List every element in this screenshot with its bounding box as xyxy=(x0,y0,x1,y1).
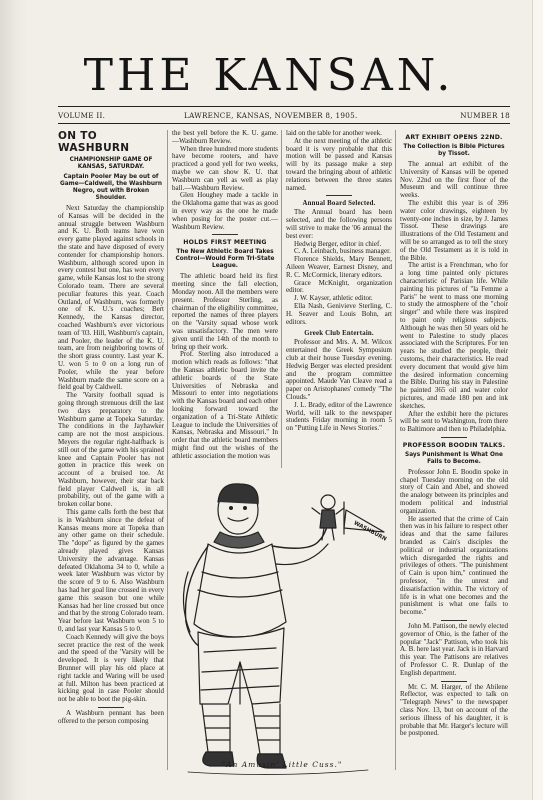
article-paragraph: Prof. Sterling also introduced a motion which reads as follows: "that the Kansas athletic board invite the athletic boards of the State Universities of Nebraska and Missouri to enter into negotiations with the Kansas board and each other looking forward toward the organization of a Tri-State Athletic League to include the Universities of Kansas, Nebraska and Missouri." In order that the athletic board members might find out the wishes of the athletic association the motion was xyxy=(172,350,278,460)
folio-line xyxy=(58,110,510,122)
subheadline: CHAMPIONSHIP GAME OF KANSAS, SATURDAY. xyxy=(69,157,153,170)
article-paragraph: Next Saturday the championship of Kansas will be decided in the annual struggle between Washburn and K. U. Both teams have won every game played against schools in the state and have disposed of every contender for championship honors. Washburn, although scored upon in every contest but one, has won every game, while Kansas lost to the strong Colorado team. There are several peculiar features this year. Coach Outland, of Washburn, was formerly one of K. U.'s coaches; Bert Kennedy, the Kansas director, coached Washburn's ever victorious team of '03. Hill, Washburn's captain, and Pooler, the leader of the K. U. team, are from neighboring towns of the short grass country. Last year K. U. won 5 to 0 on a long run of Pooler, while the year before Washburn made the same score on a field goal by Caldwell. xyxy=(58,204,164,392)
section-heading: Annual Board Selected. xyxy=(302,200,376,208)
section-subheading: The New Athletic Board Takes Control—Would Form Tri-State League. xyxy=(175,249,275,270)
subheadline-detail: Captain Pooler May be out of Game—Caldwell, the Washburn Negro, out with Broken Shoulder. xyxy=(59,174,162,201)
article-paragraph: After the exhibit here the pictures will be sent to Washington, from there to Baltimore and then to Philadelphia. xyxy=(400,409,508,434)
article-paragraph: At the next meeting of the athletic board it is very probable that this motion will be passed and Kansas will by its passage make a step toward the bringing about of athletic relations between the three states named. xyxy=(286,136,392,192)
article-separator xyxy=(441,437,467,438)
article-paragraph: Glen Houghey made a tackle in the Oklahoma game that was as good in every way as the one he made when posing for the poster cut.—Washburn Review. xyxy=(172,191,278,231)
page-edge xyxy=(532,0,543,800)
article-paragraph: The annual art exhibit of the University of Kansas will be opened Nov. 22nd on the first floor of the Museum and will continue three weeks. xyxy=(400,160,508,200)
article-paragraph: Ella Nash, Genivieve Sterling, C. H. Seaver and Louis Bohn, art editors. xyxy=(286,301,392,326)
article-paragraph: A Washburn pennant has been offered to the person composing xyxy=(58,709,164,725)
column-3 xyxy=(286,130,392,470)
article-paragraph: John M. Pattison, the newly elected governor of Ohio, is the father of the popular "Jack" Pattison, who took his A. B. here last year. Jack is in Harvard this year. The Pattisons are relatives of Professor C. R. Dunlap of the English department. xyxy=(400,622,508,677)
column-rule xyxy=(281,130,282,468)
binding-shadow xyxy=(0,0,28,800)
pennant-label: WASHBURN xyxy=(352,520,388,543)
article-paragraph: The Annual board has been selected, and the following persons will strive to make the '06 annual the best ever: xyxy=(286,208,392,240)
article-paragraph: The exhibit this year is of 396 water color drawings, eighteen by twenty-one inches in size, by J. James Tissot. These drawings are illustrations of the Old Testament and will be so arranged as to tell the story of the Old Testament as it is told in the Bible. xyxy=(400,198,508,262)
article-separator xyxy=(212,234,238,235)
column-4 xyxy=(400,130,508,792)
article-paragraph: The artist is a Frenchman, who for a long time painted only pictures characteristic of Parisian life. While painting his pictures of "la Femme a Paris" he went to mass one morning to study the atmosphere of the "choir singer" and while there was inspired to paint only religious subjects. Although he was then 50 years old he went to Palestine to study places associated with the Scriptures. For ten years he studied the people, their customs, their characteristics. He read every document that would give him the desired information concerning the Bible. During his stay in Palestine he painted 365 oil and water color pictures, and made 180 pen and ink sketches. xyxy=(400,261,508,410)
cartoon-caption: "An Amusin' Little Cuss." xyxy=(221,760,343,769)
article-paragraph: C. A. Leinbach, business manager. xyxy=(294,247,391,256)
article-paragraph: laid on the table for another week. xyxy=(286,130,382,137)
article-paragraph: Grace McKnight, organization editor. xyxy=(286,278,392,295)
headline: ON TO WASHBURN xyxy=(58,130,130,154)
section-subheading: Says Punishment Is What One Fails to Become. xyxy=(405,451,503,465)
article-paragraph: Professor John E. Boodin spoke in chapel Tuesday morning on the old story of Cain and Abel, and showed the analogy between its principles and modern political and industrial organization. xyxy=(400,467,508,515)
masthead-rule xyxy=(58,106,510,107)
article-paragraph: When three hundred more students have become rooters, and have practiced a good yell for two weeks, maybe we can show K. U. that Washburn can yell as well as play ball.—Washburn Review. xyxy=(172,144,278,192)
article-paragraph: J. L. Brady, editor of the Lawrence World, will talk to the newspaper students Friday morning in room 5 on "Putting Life in News Stories." xyxy=(286,400,392,433)
dateline: LAWRENCE, KANSAS, NOVEMBER 8, 1905. xyxy=(184,111,358,120)
masthead: THE KANSAN. xyxy=(83,50,455,101)
article-paragraph: Coach Kennedy will give the boys secret practice the rest of the week and the speed of the 'Varsity will be developed. It is very likely that Brunner will play his old place at right tackle and Waring will be used at full. Milton has been practiced at kicking goal in case Pooler should not be able to boot the pig-skin. xyxy=(58,632,164,704)
column-1 xyxy=(58,130,164,792)
folio-rule xyxy=(58,123,510,124)
article-separator xyxy=(441,620,467,621)
article-separator xyxy=(326,195,352,196)
article-paragraph: J. W. Kayser, athletic editor. xyxy=(294,294,373,303)
column-2 xyxy=(172,130,278,470)
article-paragraph: He asserted that the crime of Cain then was in his failure to respect other ideas and that the same failures branded as Cain's disciples the political or industrial organizations which disregarded the rights and privileges of others. "The punishment of Cain is upon him," continued the professor, "in the unrest and dissatisfaction within. The victory of life is in what one becomes and the punishment is what one fails to become." xyxy=(400,514,508,617)
article-paragraph: The athletic board held its first meeting since the fall election, Monday noon. All the members were present. Professor Sterling, as chairman of the eligibility committee, reported the names of three players on the 'Varsity squad whose work was unsatisfactory. The men were given until the 14th of the month to bring up their work. xyxy=(172,272,278,351)
volume-label: VOLUME II. xyxy=(58,111,106,120)
section-heading: ART EXHIBIT OPENS 22ND. xyxy=(405,134,503,141)
section-heading: HOLDS FIRST MEETING xyxy=(183,239,267,247)
article-paragraph: Florence Shields, Mary Bennett, Aileen Weaver, Earnest Disney, and R. C. McCormick, literary editors. xyxy=(286,255,392,279)
article-paragraph: The 'Varsity football squad is going through strenuous drill the last two days preparatory to the Washburn game at Topeka Saturday. The conditions in the Jayhawker camp are not the most auspicious. Meyers the regular right-halfback is still out of the game with his sprained knee and Captain Pooler has not gotten in practice this week on account of a bruised toe. At Washburn, however, their star back field player Caldwell is, in all probability, out of the game with a broken collar bone. xyxy=(58,391,164,509)
article-paragraph: Professor and Mrs. A. M. Wilcox entertained the Greek Symposium club at their house Tuesday evening. Hedwig Berger was elected president and the program committee appointed. Maude Van Cleave read a paper on Aristophanes' comedy "The Clouds." xyxy=(286,338,392,401)
issue-number: NUMBER 18 xyxy=(460,111,510,120)
article-separator xyxy=(441,681,467,682)
article-paragraph: Hedwig Berger, editor in chief. xyxy=(294,239,382,248)
article-paragraph: This game calls forth the best that is in Washburn since the defeat of Kansas means more at Topeka than any other game on their schedule. The "dope" as figured by the games already played gives Kansas University the advantage. Kansas defeated Oklahoma 34 to 0, while a week later Washburn was victor by the score of 9 to 6. Also Washburn has had her goal line crossed in every game this season but one while Kansas had her line crossed but once and that by the strong Colorado team. Year before last Washburn won 5 to 0, and last year Kansas 5 to 0. xyxy=(58,508,164,634)
cartoon-illustration xyxy=(168,472,396,790)
section-subheading: The Collection is Bible Pictures by Tissot. xyxy=(403,144,505,157)
article-paragraph: the best yell before the K. U. game.—Washburn Review. xyxy=(172,130,278,145)
section-heading: Greek Club Entertain. xyxy=(304,330,374,338)
article-separator xyxy=(98,707,124,708)
section-heading: PROFESSOR BOODIN TALKS. xyxy=(402,441,506,449)
article-paragraph: Mr. C. M. Harger, of the Abilene Reflector, was expected to talk on "Telegraph News" to the newspaper class Nov. 13, but on account of the serious illness of his daughter, it is probable that Mr. Harger's lecture will be postponed. xyxy=(400,682,508,738)
